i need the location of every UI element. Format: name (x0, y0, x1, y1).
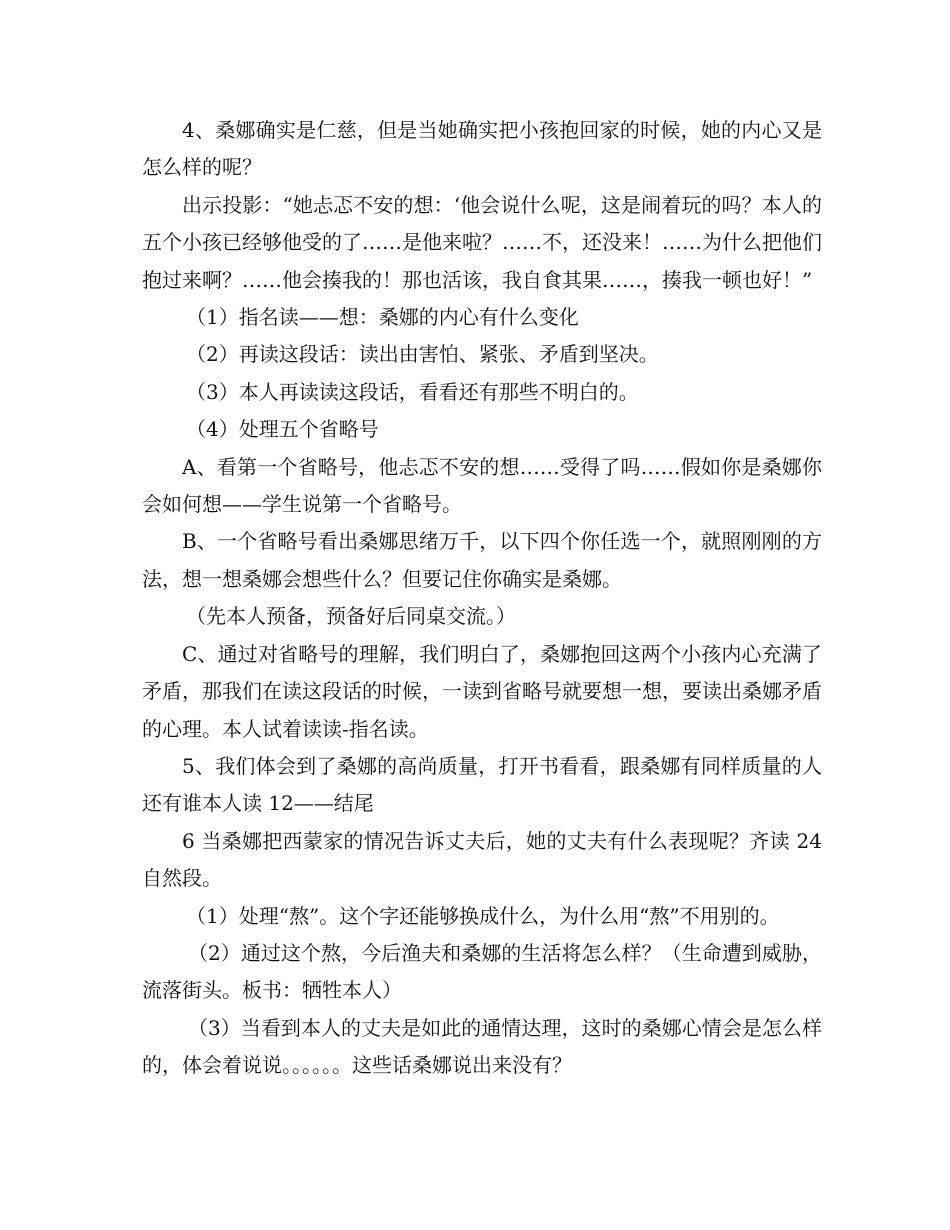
paragraph-4: （2）再读这段话：读出由害怕、紧张、矛盾到坚决。 (186, 342, 659, 367)
paragraph-7: A、看第一个省略号，他忐忑不安的想……受得了吗……假如你是桑娜你会如何想——学生说第一个省略号。 (142, 454, 822, 517)
document-body (142, 112, 822, 1085)
paragraph-6: （4）处理五个省略号 (186, 417, 379, 442)
paragraph-3: （1）指名读——想：桑娜的内心有什么变化 (186, 305, 579, 330)
paragraph-8: B、一个省略号看出桑娜思绪万千，以下四个你任选一个，就照刚刚的方法，想一想桑娜会想些什么？但要记住你确实是桑娜。 (142, 529, 822, 591)
paragraph-12: 6 当桑娜把西蒙家的情况告诉丈夫后，她的丈夫有什么表现呢？齐读 24 自然段。 (142, 828, 822, 891)
paragraph-1: 4、桑娜确实是仁慈，但是当她确实把小孩抱回家的时候，她的内心又是怎么样的呢？ (142, 118, 822, 180)
paragraph-15: （3）当看到本人的丈夫是如此的通情达理，这时的桑娜心情会是怎么样的，体会着说说。。。。。。这些话桑娜说出来没有？ (142, 1015, 822, 1078)
paragraph-2: 出示投影：“她忐忑不安的想：‘他会说什么呢，这是闹着玩的吗？本人的五个小孩已经够他受的了……是他来啦？……不，还没来！……为什么把他们抱过来啊？……他会揍我的！那也活该，我自食其果……，揍我一顿也好！” (142, 192, 822, 292)
paragraph-13: （1）处理“熬”。这个字还能够换成什么，为什么用“熬”不用别的。 (186, 903, 780, 928)
paragraph-11: 5、我们体会到了桑娜的高尚质量，打开书看看，跟桑娜有同样质量的人还有谁本人读 12——结尾 (142, 753, 822, 816)
paragraph-10: C、通过对省略号的理解，我们明白了，桑娜抱回这两个小孩内心充满了矛盾，那我们在读这段话的时候，一读到省略号就要想一想，要读出桑娜矛盾的心理。本人试着读读-指名读。 (142, 641, 822, 741)
paragraph-9: （先本人预备，预备好后同桌交流。） (186, 604, 516, 629)
paragraph-14: （2）通过这个熬，今后渔夫和桑娜的生活将怎么样？（生命遭到威胁，流落街头。板书：牺牲本人） (142, 940, 822, 1003)
paragraph-5: （3）本人再读读这段话，看看还有那些不明白的。 (186, 379, 639, 404)
